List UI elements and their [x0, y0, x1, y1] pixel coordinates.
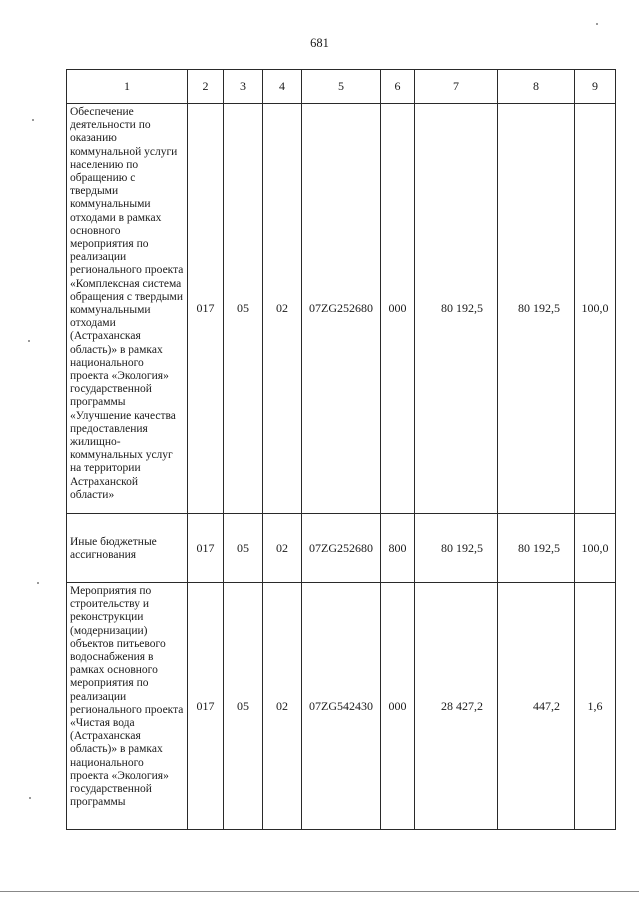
- scan-mark: [32, 119, 34, 121]
- scan-mark: [596, 23, 598, 25]
- scan-mark: [28, 340, 30, 342]
- table-row: [67, 514, 616, 583]
- cell-code-4: 02: [263, 583, 302, 830]
- cell-amount-7: 28 427,2: [415, 583, 498, 830]
- cell-percent-9: 100,0: [575, 104, 616, 514]
- cell-code-3: 05: [224, 104, 263, 514]
- scan-mark: [37, 582, 39, 584]
- cell-code-2: 017: [188, 104, 224, 514]
- cell-code-4: 02: [263, 514, 302, 583]
- cell-amount-8: 447,2: [498, 583, 575, 830]
- column-header: 3: [224, 70, 263, 104]
- column-header: 1: [67, 70, 188, 104]
- cell-amount-8: 80 192,5: [498, 104, 575, 514]
- column-header: 9: [575, 70, 616, 104]
- cell-code-3: 05: [224, 583, 263, 830]
- column-header: 8: [498, 70, 575, 104]
- cell-amount-8: 80 192,5: [498, 514, 575, 583]
- table-header-row: [67, 70, 616, 104]
- row-description: Обеспечение деятельности по оказанию коммунальной услуги населению по обращению с твердыми коммунальными отходами в рамках основного мероприятия по реализации регионального проекта «Комплексная система обращения с твердыми коммунальными отходами (Астраханская область)» в рамках национального проекта «Экология» государственной программы «Улучшение качества предоставления жилищно-коммунальных услуг на территории Астраханской области»: [67, 104, 188, 514]
- page-bottom-rule: [0, 891, 639, 892]
- cell-code-3: 05: [224, 514, 263, 583]
- cell-percent-9: 100,0: [575, 514, 616, 583]
- column-header: 4: [263, 70, 302, 104]
- page-number: 681: [310, 36, 329, 50]
- table-row: [67, 583, 616, 830]
- table-row: [67, 104, 616, 514]
- column-header: 7: [415, 70, 498, 104]
- cell-code-6: 000: [381, 104, 415, 514]
- cell-code-5: 07ZG252680: [302, 514, 381, 583]
- column-header: 6: [381, 70, 415, 104]
- cell-code-6: 000: [381, 583, 415, 830]
- cell-code-2: 017: [188, 514, 224, 583]
- cell-code-2: 017: [188, 583, 224, 830]
- cell-code-5: 07ZG542430: [302, 583, 381, 830]
- column-header: 5: [302, 70, 381, 104]
- cell-code-5: 07ZG252680: [302, 104, 381, 514]
- row-description: Мероприятия по строительству и реконструкции (модернизации) объектов питьевого водоснабжения в рамках основного мероприятия по реализации регионального проекта «Чистая вода (Астраханская область)» в рамках национального проекта «Экология» государственной программы: [67, 583, 188, 830]
- scan-mark: [29, 797, 31, 799]
- cell-code-4: 02: [263, 104, 302, 514]
- cell-percent-9: 1,6: [575, 583, 616, 830]
- column-header: 2: [188, 70, 224, 104]
- cell-amount-7: 80 192,5: [415, 104, 498, 514]
- row-description: Иные бюджетные ассигнования: [67, 514, 188, 583]
- budget-table: [66, 69, 616, 830]
- cell-code-6: 800: [381, 514, 415, 583]
- cell-amount-7: 80 192,5: [415, 514, 498, 583]
